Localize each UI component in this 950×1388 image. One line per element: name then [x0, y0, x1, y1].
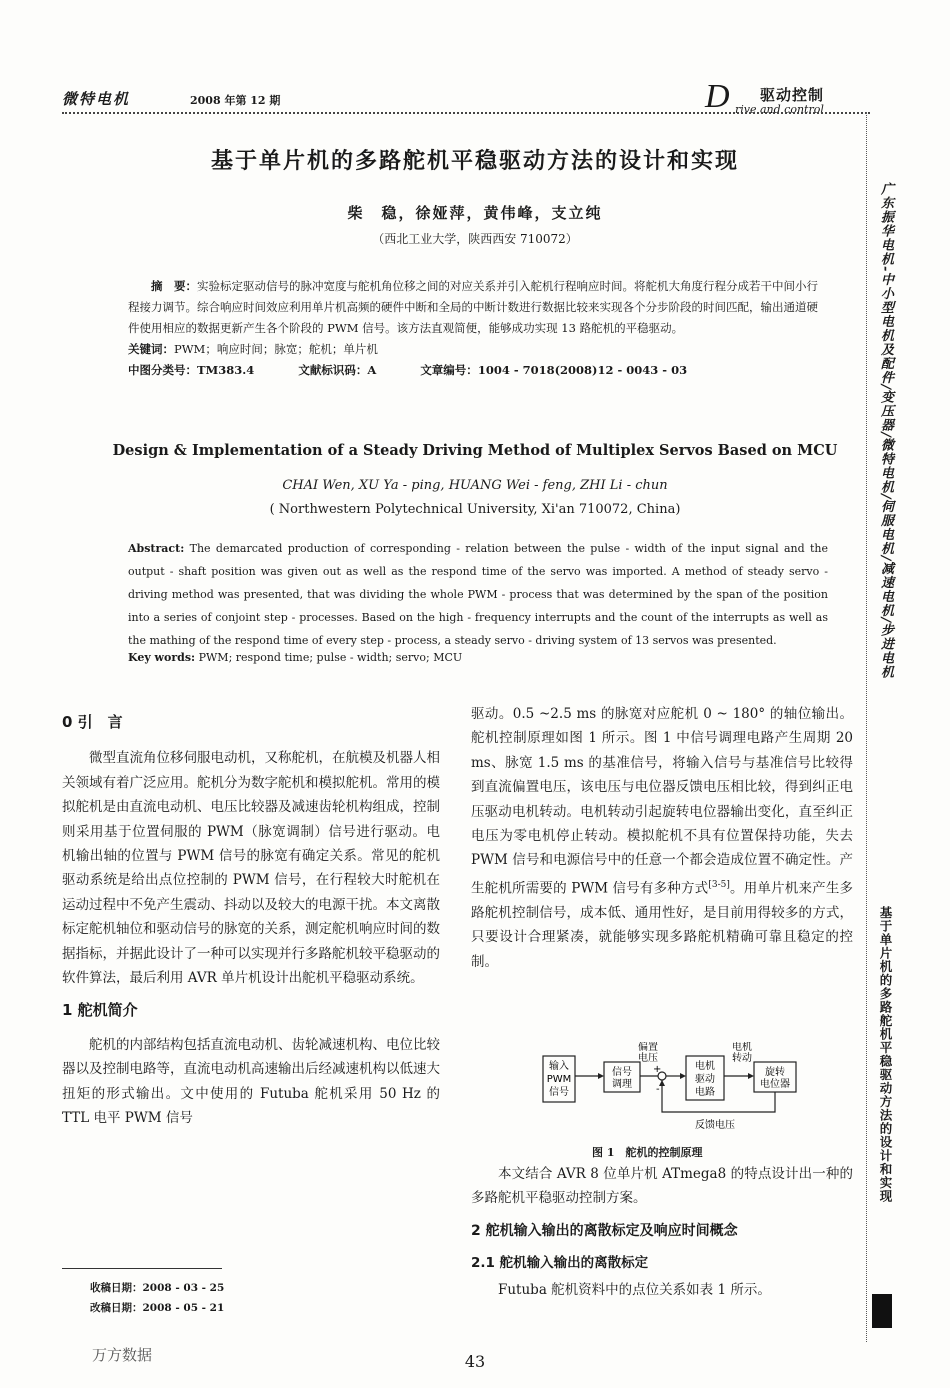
section-2-1-heading: 2.1 舵机输入输出的离散标定	[471, 1255, 649, 1272]
clc-value: TM383.4	[197, 363, 255, 377]
logo-letter: D	[705, 78, 730, 115]
plus-sign: +	[653, 1064, 662, 1075]
right-column-top	[471, 702, 853, 974]
header-rule	[62, 112, 870, 114]
figure-1-caption: 图 1 舵机的控制原理	[592, 1146, 703, 1159]
right-paragraph-1	[471, 702, 853, 974]
minus-sign: -	[656, 1084, 660, 1095]
english-authors: CHAI Wen, XU Ya - ping, HUANG Wei - feng, ZHI Li - chun	[282, 478, 668, 493]
section-0-paragraph: 微型直流角位移伺服电动机，又称舵机，在航模及机器人相关领域有着广泛应用。舵机分为数字舵机和模拟舵机。常用的模拟舵机是由直流电动机、电压比较器及减速齿轮机构组成，控制则采用基于位置伺服的 PWM（脉宽调制）信号进行驱动。电机输出轴的位置与 PWM 信号的脉宽有确定关系。常见的舵机驱动系统是给出点位控制的 PWM 信号，在行程较大时舵机在运动过程中不免产生震动、抖动以及较大的电源干扰。本文离散标定舵机轴位和驱动信号的脉宽的关系，测定舵机响应时间的数据指标，并据此设计了一种可以实现并行多路舵机较平稳驱动的软件算法，最后利用 AVR 单片机设计出舵机平稳驱动系统。	[62, 750, 440, 987]
paper-title: 基于单片机的多路舵机平稳驱动方法的设计和实现	[210, 149, 739, 174]
english-abstract-label: Abstract:	[128, 542, 185, 555]
english-affiliation: ( Northwestern Polytechnical University, Xi'an 710072, China)	[269, 502, 681, 517]
english-abstract-text: The demarcated production of corresponding - relation between the pulse - width of the input signal and the output - shaft position was given out as well as the respond time of the servo was imported. A method of steady servo - driving method was presented, that was dividing the whole PWM - process that was determined by the span of the position into a series of conjoint step - processes. Based on the high - frequency interrupts and the count of the interrupts as well as the mathing of the respond time of every step - process, a steady servo - driving system of 13 servos was presented.	[128, 542, 829, 647]
cond-label-2: 调理	[612, 1079, 632, 1090]
arrow-4-head	[748, 1073, 754, 1079]
drv-label-3: 电路	[695, 1087, 715, 1098]
english-keywords-line	[128, 651, 462, 664]
abstract-cn-label: 摘 要：	[151, 279, 197, 293]
footnote-rule	[62, 1268, 222, 1269]
english-keywords-label: Key words:	[128, 651, 196, 664]
page-number: 43	[464, 1352, 486, 1371]
keywords-cn-label: 关键词：	[128, 342, 174, 356]
motor-rot-label-1: 电机	[732, 1042, 752, 1053]
drv-label-1: 电机	[695, 1061, 715, 1072]
bias-label-1: 偏置	[638, 1042, 658, 1053]
pot-label-1: 旋转	[765, 1067, 785, 1078]
input-label: 输入	[549, 1061, 569, 1072]
right-border-rule	[866, 112, 867, 1342]
right-paragraph-1a: 驱动。0.5 ~2.5 ms 的脉宽对应舵机 0 ~ 180° 的轴位输出。舵机控制原理如图 1 所示。图 1 中信号调理电路产生周期 20 ms、脉宽 1.5 ms 的基准信号，将输入信号与基准信号比较得到直流偏置电压，该电压与电位器反馈电压相比较，得到纠正电压驱动电机转动。电机转动引起旋转电位器输出变化，直至纠正电压为零电机停止转动。模拟舵机不具有位置保持功能，失去 PWM 信号和电源信号中的任意一个都会造成位置不确定性。产生舵机所需要的 PWM 信号有多种方式	[471, 706, 853, 897]
doc-label: 文献标识码：	[298, 363, 368, 377]
cond-label-1: 信号	[612, 1067, 632, 1078]
english-title: Design & Implementation of a Steady Driving Method of Multiplex Servos Based on MCU	[112, 442, 838, 459]
figure-1-diagram	[540, 1042, 800, 1134]
keywords-cn-line	[128, 339, 828, 360]
side-advertisement: 广东振华电机-中小型电机及配件/变压器/微特电机/伺服电机/减速电机/步进电机	[878, 182, 893, 680]
clc-label: 中图分类号：	[128, 363, 197, 377]
right-column-bottom	[471, 1162, 853, 1302]
english-keywords: PWM; respond time; pulse - width; servo; MCU	[198, 651, 463, 664]
feedback-label: 反馈电压	[695, 1120, 735, 1131]
section-title: 驱动控制	[760, 86, 825, 104]
revised-date: 改稿日期：2008 - 05 - 21	[90, 1302, 225, 1314]
side-running-title: 基于单片机的多路舵机平稳驱动方法的设计和实现	[878, 906, 893, 1203]
authors: 柴 稳，徐娅萍，黄伟峰，支立纯	[347, 204, 603, 222]
section-subtitle: rive and control	[735, 103, 824, 116]
section-1-heading: 1 舵机简介	[62, 1001, 138, 1020]
arrow-3-head	[680, 1073, 686, 1079]
right-paragraph-1b: 。用单片机来产生多路舵机控制信号，成本低、通用性好，是目前用得较多的方式，只要设计合理紧凑，就能够实现多路舵机精确可靠且稳定的控制。	[471, 880, 854, 970]
left-column	[62, 702, 440, 1131]
section-0-heading: 0 引 言	[62, 713, 123, 731]
bias-label-2: 电压	[638, 1053, 658, 1064]
abstract-cn-text: 实验标定驱动信号的脉冲宽度与舵机角位移之间的对应关系并引入舵机行程响应时间。将舵机大角度行程分成若干中间小行程接力调节。综合响应时间效应利用单片机高频的硬件中断和全局的中断计数进行数据比较来实现各个分步阶段的时间匹配，输出通道硬件使用相应的数据更新产生各个阶段的 PWM 信号。该方法直观简便，能够成功实现 13 路舵机的平稳驱动。	[128, 279, 818, 335]
drv-label-2: 驱动	[695, 1074, 715, 1085]
signal-label: 信号	[549, 1087, 569, 1098]
classification-line	[128, 360, 828, 381]
section-1-paragraph: 舵机的内部结构包括直流电动机、齿轮减速机构、电位比较器以及控制电路等，直流电动机高速输出后经减速机构以低速大扭矩的形式输出。文中使用的 Futuba 舵机采用 50 Hz 的 TTL 电平 PWM 信号	[62, 1036, 440, 1127]
citation-ref: [3-5]	[708, 879, 730, 890]
doc-value: A	[367, 363, 377, 377]
pot-label-2: 电位器	[760, 1079, 790, 1090]
footnote	[90, 1278, 224, 1318]
english-abstract	[128, 537, 828, 652]
pwm-label: PWM	[546, 1074, 572, 1085]
issue-label: 2008 年第 12 期	[190, 94, 281, 107]
watermark: 万方数据	[92, 1346, 153, 1364]
journal-name: 微特电机	[62, 90, 131, 108]
feedback-arrow-head	[659, 1080, 665, 1086]
motor-rot-label-2: 转动	[732, 1053, 752, 1064]
feedback-line	[662, 1080, 775, 1112]
arrow-1-head	[598, 1073, 604, 1079]
keywords-cn: PWM；响应时间；脉宽；舵机；单片机	[174, 342, 378, 356]
affiliation: （西北工业大学，陕西西安 710072）	[372, 232, 578, 246]
right-paragraph-3: Futuba 舵机资料中的点位关系如表 1 所示。	[498, 1281, 771, 1298]
abstract-cn	[128, 276, 828, 381]
section-2-heading: 2 舵机输入输出的离散标定及响应时间概念	[471, 1222, 738, 1239]
received-date: 收稿日期：2008 - 03 - 25	[90, 1282, 225, 1294]
side-marker-block	[872, 1294, 892, 1328]
right-paragraph-2: 本文结合 AVR 8 位单片机 ATmega8 的特点设计出一种的多路舵机平稳驱动控制方案。	[471, 1166, 853, 1207]
article-value: 1004 - 7018(2008)12 - 0043 - 03	[477, 363, 688, 377]
article-label: 文章编号：	[420, 363, 478, 377]
